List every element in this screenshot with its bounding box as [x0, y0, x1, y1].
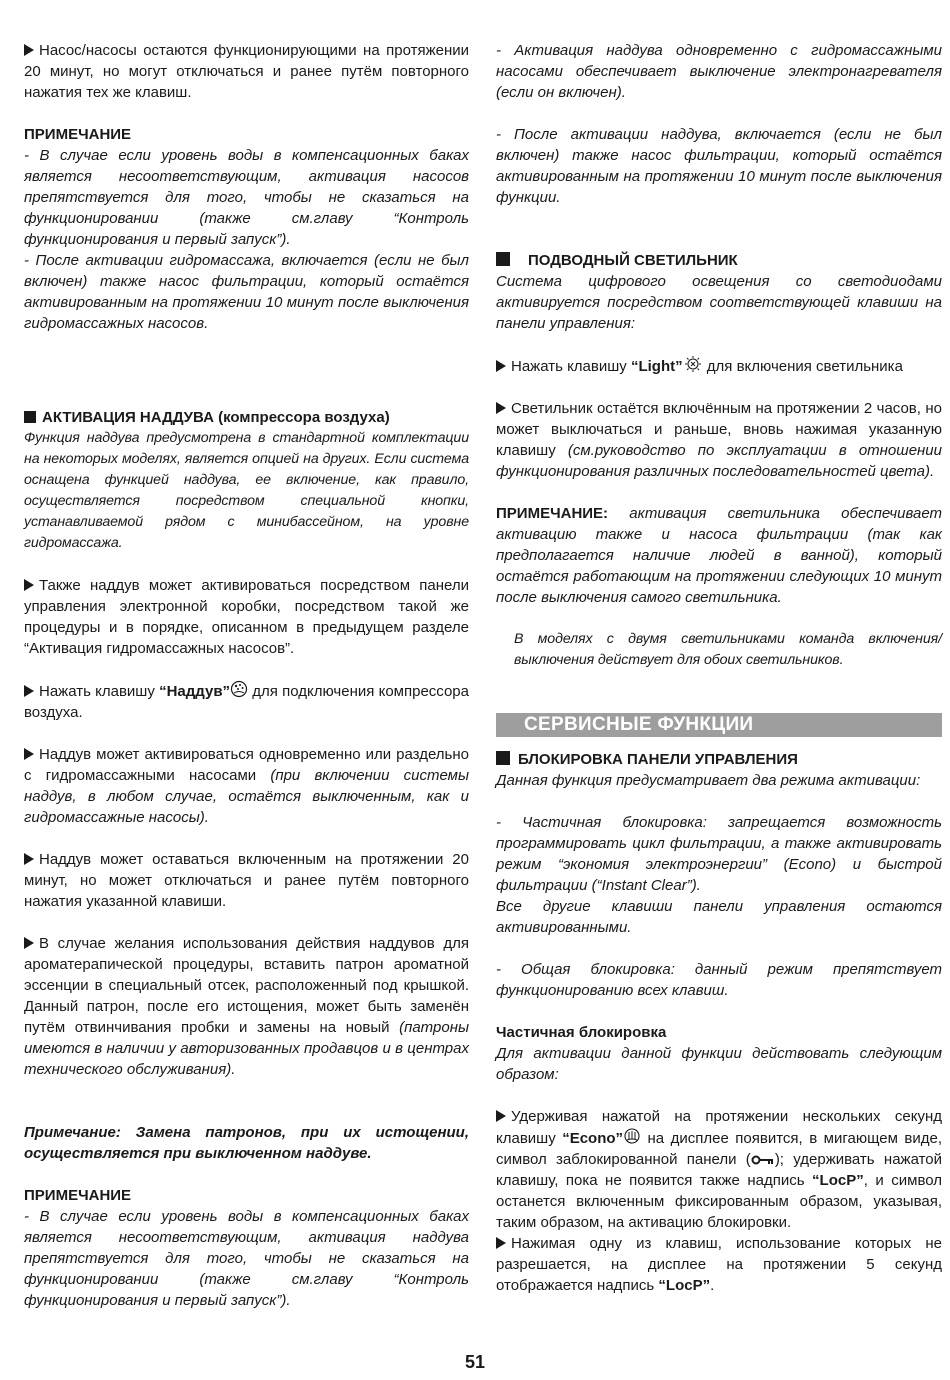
paragraph: В моделях с двумя светильниками команда включения/выключения действует для обоих светильников.: [514, 631, 942, 668]
bullet-arrow-icon: [24, 685, 34, 697]
section-heading: БЛОКИРОВКА ПАНЕЛИ УПРАВЛЕНИЯ: [496, 749, 942, 770]
bubbles-icon: [230, 680, 248, 698]
section-intro: Система цифрового освещения со светодиодами активируется посредством соответствующей клавиши на панели управления:: [496, 273, 942, 332]
paragraph: - Активация наддува одновременно с гидромассажными насосами обеспечивает выключение электронагревателя (если он включен).: [496, 42, 942, 101]
square-bullet-icon: [496, 751, 510, 765]
paragraph: Для активации данной функции действовать следующим образом:: [496, 1045, 942, 1083]
bullet-arrow-icon: [24, 579, 34, 591]
bullet-arrow-icon: [24, 853, 34, 865]
paragraph: Светильник остаётся включённым на протяжении 2 часов, но может выключаться и раньше, вновь нажимая указанную клавишу (см.руководство по эксплуатации в отношении функционирования различных последовательностей цвета).: [496, 400, 942, 480]
paragraph: Также наддув может активироваться посредством панели управления электронной коробки, посредством такой же процедуры и в порядке, описанном в предыдущем разделе “Активация гидромассажных насосов”.: [24, 577, 469, 657]
note-title: ПРИМЕЧАНИЕ: [24, 1187, 132, 1204]
bullet-arrow-icon: [496, 360, 506, 372]
paragraph: Нажать клавишу “Наддув” для подключения компрессора воздуха.: [24, 680, 469, 723]
note-text: - В случае если уровень воды в компенсационных баках является несоответствующим, активация насосов препятствуется для того, чтобы не сказаться на функционировании (также см.главу “Контроль функционирования и первый запуск”).: [24, 147, 469, 248]
paragraph: - Общая блокировка: данный режим препятствует функционированию всех клавиш.: [496, 961, 942, 999]
bullet-arrow-icon: [24, 748, 34, 760]
paragraph: Нажимая одну из клавиш, использование которых не разрешается, на дисплее на протяжении 5 секунд отображается надпись “LocP”.: [496, 1235, 942, 1294]
econo-icon: [623, 1127, 641, 1145]
paragraph: Все другие клавиши панели управления остаются активированными.: [496, 898, 942, 936]
paragraph: Насос/насосы остаются функционирующими на протяжении 20 минут, но могут отключаться и ранее путём повторного нажатия тех же клавиш.: [24, 42, 469, 101]
paragraph: Наддув может оставаться включенным на протяжении 20 минут, но может отключаться и ранее путём повторного нажатия указанной клавиши.: [24, 851, 469, 910]
paragraph: В случае желания использования действия наддувов для ароматерапической процедуры, вставить патрон ароматной эссенции в специальный отсек, расположенный под крышкой. Данный патрон, после его истощения, может быть заменён путём отвинчивания пробки и замены на новый (патроны имеются в наличии у авторизованных продавцов и в центрах технического обслуживания).: [24, 935, 469, 1078]
bullet-arrow-icon: [496, 1110, 506, 1122]
section-intro: Функция наддува предусмотрена в стандартной комплектации на некоторых моделях, является опцией на других. Если система оснащена функцией наддува, ее включение, как правило, осуществляется посредством специальной кнопки, устанавливаемой рядом с минибассейном, на уровне гидромассажа.: [24, 430, 469, 551]
light-icon: [683, 355, 703, 373]
light-note: ПРИМЕЧАНИЕ: активация светильника обеспечивает активацию также и насоса фильтрации (так как предполагается наличие людей в ванной), который остаётся работающим на протяжении следующих 10 минут после выключения самого светильника.: [496, 505, 942, 606]
note-text: - После активации гидромассажа, включается (если не был включен) также насос фильтрации, который остаётся активированным на протяжении 10 минут после выключения гидромассажных насосов.: [24, 252, 469, 332]
note-title: ПРИМЕЧАНИЕ: [24, 126, 132, 143]
square-bullet-icon: [496, 252, 510, 266]
section-heading: ПОДВОДНЫЙ СВЕТИЛЬНИК: [496, 250, 942, 271]
paragraph: Нажать клавишу “Light” для включения светильника: [496, 355, 942, 377]
section-intro: Данная функция предусматривает два режима активации:: [496, 772, 921, 789]
left-column: [24, 40, 469, 1311]
bullet-arrow-icon: [496, 402, 506, 414]
section-heading: АКТИВАЦИЯ НАДДУВА (компрессора воздуха): [24, 407, 469, 428]
paragraph: Наддув может активироваться одновременно или раздельно с гидромассажными насосами (при включении системы наддув, в любом случае, остаётся выключенным, как и гидромассажные насосы).: [24, 746, 470, 826]
service-banner: СЕРВИСНЫЕ ФУНКЦИИ: [496, 713, 942, 737]
bullet-arrow-icon: [24, 937, 34, 949]
paragraph: - После активации наддува, включается (если не был включен) также насос фильтрации, который остаётся активированным на протяжении 10 минут после выключения функции.: [496, 126, 942, 206]
right-column: [496, 40, 942, 1296]
paragraph: - Частичная блокировка: запрещается возможность программировать цикл фильтрации, а также активировать режим “экономия электроэнергии” (Econo) и быстрой фильтрации (“Instant Clear”).: [496, 814, 942, 894]
paragraph: Удерживая нажатой на протяжении нескольких секунд клавишу “Econo” на дисплее появится, в мигающем виде, символ заблокированной панели ( ); удерживать нажатой клавишу, пока не появится также надпись “LocP”, и символ останется включенным фиксированным образом, указывая, таким образом, на активацию блокировки.: [496, 1108, 943, 1231]
key-icon: [751, 1154, 775, 1166]
square-bullet-icon: [24, 411, 36, 423]
bullet-arrow-icon: [496, 1237, 506, 1249]
bullet-arrow-icon: [24, 44, 34, 56]
page-number: 51: [464, 1352, 486, 1372]
note-text: - В случае если уровень воды в компенсационных баках является несоответствующим, активация наддува препятствуется для того, чтобы не сказаться на функционировании (также см.главу “Контроль функционирования и первый запуск”).: [24, 1208, 469, 1309]
note-cartridge: Примечание: Замена патронов, при их истощении, осуществляется при выключенном наддуве.: [24, 1124, 469, 1162]
subsection-title: Частичная блокировка: [496, 1024, 667, 1041]
